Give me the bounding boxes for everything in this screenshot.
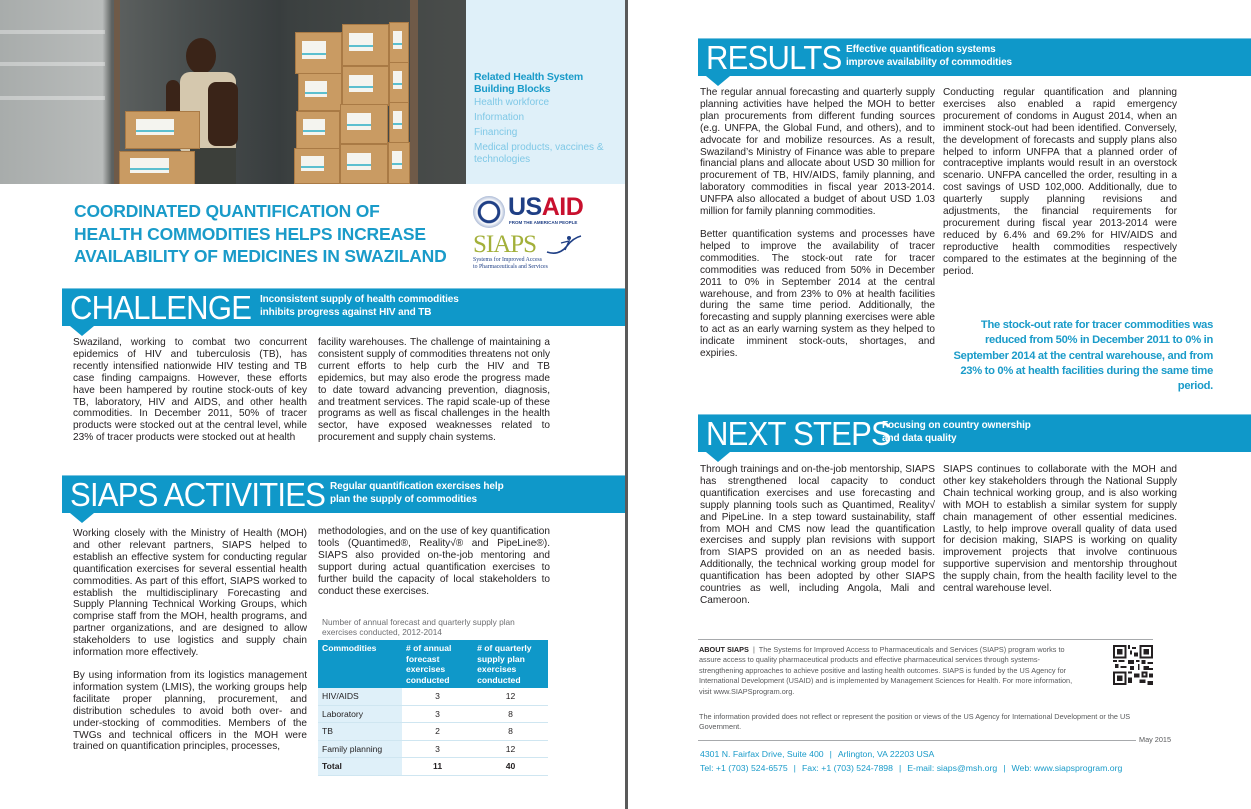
next-steps-heading: NEXT STEPS — [706, 415, 891, 452]
building-block-item: Information — [474, 112, 525, 123]
box — [389, 22, 409, 64]
siaps-subtitle-1: Systems for Improved Access — [473, 257, 543, 263]
subheading-line: Effective quantification systems — [846, 44, 996, 55]
disclaimer: The information provided does not reflect or represent the position or views of the US Agency for International Development or the US Government. — [699, 712, 1131, 732]
challenge-column-1 — [73, 337, 307, 444]
separator: | — [1003, 762, 1006, 773]
siaps-figure-icon — [543, 234, 583, 256]
contact-info — [700, 748, 1122, 775]
city-address: Arlington, VA 22203 USA — [837, 749, 935, 759]
cover-photo — [0, 0, 466, 184]
siaps-wordmark: SIAPS — [473, 231, 537, 258]
wall-stripe — [0, 96, 105, 100]
publication-date: May 2015 — [1139, 735, 1172, 744]
siaps-logo — [473, 232, 593, 272]
title-line: COORDINATED QUANTIFICATION OF — [74, 201, 380, 221]
column-header: # of annual forecast exercises conducted — [402, 640, 473, 688]
total-annual: 11 — [402, 758, 473, 776]
wall-stripe — [0, 62, 105, 66]
about-label: ABOUT SIAPS — [699, 645, 749, 654]
commodity-name: Family planning — [318, 740, 402, 758]
activities-heading: SIAPS ACTIVITIES — [70, 476, 326, 513]
table-row — [318, 723, 548, 741]
challenge-heading: CHALLENGE — [70, 289, 252, 326]
activities-column-2 — [318, 526, 550, 597]
challenge-banner — [62, 288, 625, 326]
challenge-subheading — [260, 294, 459, 319]
building-block-item: Medical products, vaccines & technologies — [474, 142, 604, 165]
fax: Fax: +1 (703) 524-7898 — [801, 762, 893, 773]
column-header: # of quarterly supply plan exercises conducted — [473, 640, 548, 688]
annual-count: 3 — [402, 688, 473, 705]
building-blocks-panel — [466, 0, 625, 184]
box — [296, 111, 340, 149]
person-arm — [208, 82, 238, 146]
paragraph: Swaziland, working to combat two concurrent epidemics of HIV and tuberculosis (TB), has recently intensified nationwide HIV testing and TB case finding campaigns. However, these efforts have been hampered by routine stock-outs of key TB, laboratory, HIV and AIDS, and other health commodities. In December 2011, 50% of tracer products were stocked out at the central level, while 23% of tracer products were stocked out at health — [73, 337, 307, 444]
title-line: HEALTH COMMODITIES HELPS INCREASE — [74, 223, 426, 244]
activities-banner — [62, 475, 625, 513]
usaid-wordmark — [508, 193, 583, 222]
next-steps-banner — [698, 414, 1251, 452]
wall-stripe — [0, 30, 105, 34]
table-caption: Number of annual forecast and quarterly supply plan exercises conducted, 2012-2014 — [322, 617, 515, 637]
container-edge — [410, 0, 418, 184]
box — [119, 151, 195, 184]
document-title — [74, 200, 474, 268]
next-steps-subheading — [882, 420, 1031, 445]
box — [298, 73, 342, 111]
about-text: The Systems for Improved Access to Pharmaceuticals and Services (SIAPS) program works to assure access to quality pharmaceutical products and effective pharmaceutical services through systems-strengthening approaches to achieve positive and lasting health outcomes. SIAPS is funded by the US Agency for International Development (USAID) and is implemented by Management Sciences for Health. For more information, visit www.SIAPSprogram.org. — [699, 645, 1073, 696]
paragraph: Working closely with the Ministry of Health (MOH) and other relevant partners, SIAPS helped to establish an effective system for conducting regular quantification exercises for several essential health commodities. As part of this effort, SIAPS worked to establish the multidisciplinary Forecasting and Supply Planning Technical Working Groups, which comprise staff from the MOH, health programs, and partner organizations, and are designed to allow stakeholders to use logistics and supply chain information more effectively. — [73, 528, 307, 659]
exercises-table — [318, 640, 548, 776]
usaid-tagline: FROM THE AMERICAN PEOPLE — [509, 220, 578, 225]
building-blocks-title: Related Health System Building Blocks — [474, 71, 584, 95]
person-legs — [190, 148, 236, 184]
person-head — [186, 38, 216, 74]
paragraph: methodologies, and on the use of key quantification tools (Quantimed®, Reality√® and PipeLine®). SIAPS also provided on-the-job mentoring and support during actual quantification exercises to further build the capacity of local stakeholders to conduct these exercises. — [318, 526, 550, 597]
subheading-line: improve availability of commodities — [846, 56, 1012, 68]
results-banner — [698, 38, 1251, 76]
separator: | — [898, 762, 902, 773]
results-column-2 — [943, 87, 1177, 278]
usaid-us: US — [508, 193, 542, 221]
table-row — [318, 705, 548, 723]
address-line — [700, 748, 1122, 762]
results-column-1 — [700, 87, 935, 360]
paragraph: Conducting regular quantification and planning exercises also enabled a rapid emergency procurement of condoms in August 2014, when an imminent stock-out had been identified. Conversely, the development of forecasts and supply plans also helped to inform UNFPA that a planned order of contraceptive implants would result in an overstock scenario. UNFPA cancelled the order, resulting in a cost savings of USD 102,000. Additionally, due to quarterly supply planning revisions and adjustments, the financial requirements for procurement during fiscal year 2013-2014 were reduced by 6.4% and 69.2% for HIV/AIDS and reproductive health commodities respectively compared to the estimates at the beginning of the period. — [943, 87, 1177, 277]
separator: | — [793, 762, 796, 773]
paragraph: facility warehouses. The challenge of maintaining a consistent supply of commodities threatens not only current efforts to help curb the HIV and TB epidemics, but may also erode the progress made to date toward advancing prevention, diagnosis, and treatment services. The rapid scale-up of these programs as well as fiscal challenges in the health sector, have exposed weaknesses related to procurement and supply chain systems. — [318, 337, 550, 444]
banner-pointer-icon — [706, 76, 730, 86]
usaid-logo — [473, 193, 593, 230]
quarterly-count: 12 — [473, 740, 548, 758]
left-page — [0, 0, 625, 809]
box — [388, 142, 410, 184]
qr-code-icon[interactable] — [1113, 645, 1153, 685]
table-row — [318, 740, 548, 758]
quarterly-count: 12 — [473, 688, 548, 705]
subheading-line: and data quality — [882, 432, 957, 444]
usaid-seal-icon — [473, 196, 505, 228]
quarterly-count: 8 — [473, 723, 548, 741]
box — [295, 32, 342, 74]
subheading-line: Focusing on country ownership — [882, 420, 1031, 431]
results-heading: RESULTS — [706, 39, 842, 76]
title-line: AVAILABILITY OF MEDICINES IN SWAZILAND — [74, 246, 447, 266]
footer-divider — [698, 740, 1136, 741]
building-block-item: Financing — [474, 127, 518, 138]
box — [342, 66, 389, 106]
usaid-aid: AID — [541, 193, 584, 221]
total-label: Total — [318, 758, 402, 776]
total-quarterly: 40 — [473, 758, 548, 776]
commodity-name: Laboratory — [318, 705, 402, 723]
about-siaps — [699, 645, 1079, 697]
next-steps-column-1 — [700, 464, 935, 607]
commodity-name: HIV/AIDS — [318, 688, 402, 705]
box — [294, 148, 340, 184]
web-link[interactable]: Web: www.siapsprogram.org — [1011, 762, 1123, 773]
email-link[interactable]: E-mail: siaps@msh.org — [907, 762, 998, 773]
subheading-line: plan the supply of commodities — [330, 493, 478, 505]
banner-pointer-icon — [706, 452, 730, 462]
next-steps-column-2 — [943, 464, 1177, 595]
box — [340, 104, 388, 144]
building-block-item: Health workforce — [474, 97, 550, 108]
commodity-name: TB — [318, 723, 402, 741]
activities-subheading — [330, 481, 504, 506]
phone: Tel: +1 (703) 524-6575 — [700, 762, 788, 773]
paragraph: The regular annual forecasting and quarterly supply planning activities have helped the MOH to better plan procurements from different funding sources (e.g. UNFPA, the Global Fund, and others), and to advocate for and mobilize resources. As a result, Swaziland’s Ministry of Finance was able to prepare financial plans and allocate about USD 30 million for procurement of TB, HIV/AIDS, family planning, and laboratory commodities in fiscal year 2013-2014. UNFPA also allocated a budget of about USD 1.03 million for family planning commodities. — [700, 87, 935, 218]
annual-count: 3 — [402, 705, 473, 723]
box — [389, 62, 409, 104]
separator: | — [829, 749, 832, 759]
subheading-line: Inconsistent supply of health commodities — [260, 294, 459, 305]
annual-count: 2 — [402, 723, 473, 741]
subheading-line: inhibits progress against HIV and TB — [260, 306, 432, 318]
table-row — [318, 688, 548, 705]
subheading-line: Regular quantification exercises help — [330, 481, 504, 492]
table-header-row — [318, 640, 548, 688]
about-separator: | — [752, 645, 755, 654]
results-subheading — [846, 44, 1012, 69]
box — [389, 102, 409, 144]
siaps-subtitle-2: to Pharmaceuticals and Services — [473, 263, 548, 270]
table-total-row — [318, 758, 548, 776]
results-pullquote: The stock-out rate for tracer commodities was reduced from 50% in December 2011 to 0% in September 2014 at the central warehouse, and from 23% to 0% at health facilities during the same time period. — [953, 319, 1213, 393]
paragraph: By using information from its logistics management information system (LMIS), the working groups help facilitate proper planning, procurement, and distribution schedules to avoid both over- and under-stocking of commodities. Members of the TWGs and technical officers in the MOH were trained on quantification principles, processes, — [73, 669, 307, 753]
banner-pointer-icon — [70, 513, 94, 523]
annual-count: 3 — [402, 740, 473, 758]
about-divider — [698, 639, 1153, 640]
column-header: Commodities — [318, 640, 402, 688]
carried-box — [125, 111, 200, 149]
box — [342, 24, 389, 66]
challenge-column-2 — [318, 337, 550, 444]
street-address: 4301 N. Fairfax Drive, Suite 400 — [700, 749, 824, 759]
banner-pointer-icon — [70, 326, 94, 336]
contact-line — [700, 762, 1122, 776]
paragraph: Through trainings and on-the-job mentorship, SIAPS has strengthened local capacity to conduct quantification exercises and use forecasting and supply planning tools such as Quantimed, Reality√ and PipeLine. In a step toward sustainability, staff from MOH and CMS now lead the quantification exercises and supply plan revisions with support from SIAPS provided on an as needed basis. Additionally, the technical working group model for quantification has been adopted by other SIAPS countries as well, including Angola, Mali and Cameroon. — [700, 464, 935, 606]
quarterly-count: 8 — [473, 705, 548, 723]
box — [340, 144, 388, 184]
activities-column-1 — [73, 528, 307, 753]
paragraph: SIAPS continues to collaborate with the MOH and other key stakeholders through the National Supply Chain technical working group, and is also working with MOH to establish a similar system for supply chain management of other essential medicines. Lastly, to help improve overall quality of data used for decision making, SIAPS is working on quality improvement projects that involve continuous supportive supervision and mentorship throughout the supply chain, from the health facility level to the central warehouse level. — [943, 464, 1177, 595]
paragraph: Better quantification systems and processes have helped to improve the availability of tracer commodities. The stock-out rate for tracer commodities was reduced from 50% in December 2011 to 0% in September 2014 at the central warehouse, and from 23% to 0% at health facilities during the same time period. Additionally, the forecasting and supply planning exercises were able to act as an early warning system as they helped to indicate imminent stock-outs, shortages, and expiries. — [700, 228, 935, 360]
